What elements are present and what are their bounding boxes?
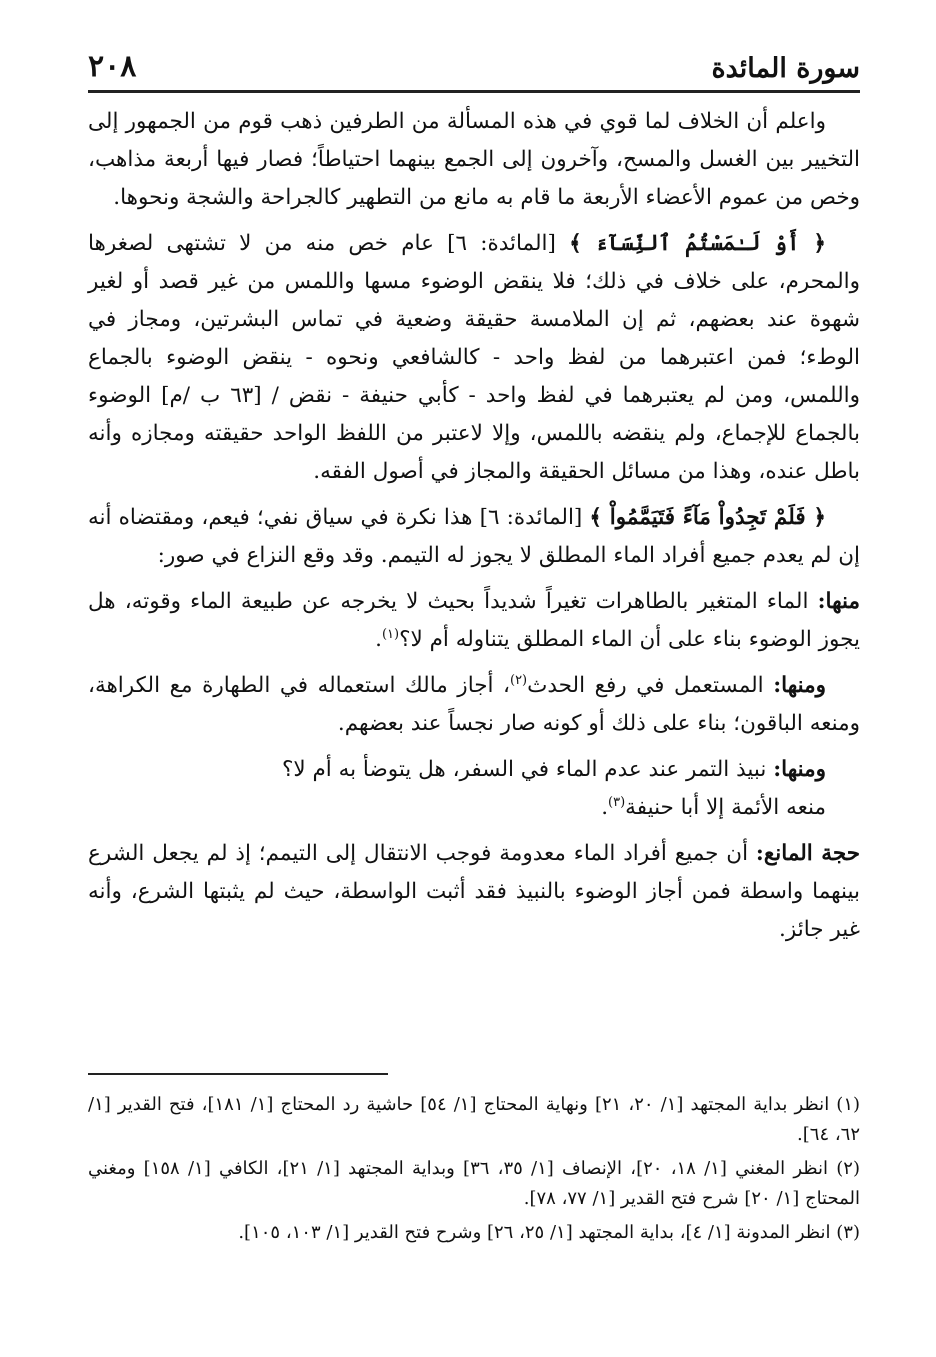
footnote-ref[interactable]: (١) (381, 626, 400, 642)
paragraph-lead: منها: (817, 589, 860, 614)
paragraph-text: [المائدة: ٦] عام خص منه من لا تشتهى لصغرها والمحرم، على خلاف في ذلك؛ فلا ينقض الوضوء مسها واللمس من غير قصد أو لغير شهوة عند بعضهم، ثم إن الملامسة حقيقة وضعية في تماس البشرتين، ومجاز في الوطء؛ فمن اعتبرهما من لفظ واحد - كالشافعي ونحوه - ينقض الوضوء بالجماع واللمس، ومن لم يعتبرهما في لفظ واحد - كأبي حنيفة - نقض / [٦٣ ب /م] الوضوء بالجماع للإجماع، ولم ينقضه باللمس، وإلا لاعتبر من اللفظ الواحد حقيقته ومجازه وأنه باطل عنده، وهذا من مسائل الحقيقة والمجاز في أصول الفقه. (88, 231, 860, 484)
paragraph-text: المستعمل في رفع الحدث (527, 673, 774, 698)
footnote-ref[interactable]: (٢) (509, 672, 528, 688)
paragraph-text: منعه الأئمة إلا أبا حنيفة (625, 795, 826, 820)
paragraph (88, 835, 860, 949)
footnote: (٢) انظر المغني [١/ ١٨، ٢٠]، الإنصاف [١/ ٣٥، ٣٦] وبداية المجتهد [١/ ٢١]، الكافي [١/ ١٥٨] ومغني المحتاج [١/ ٢٠] شرح فتح القدير [١/ ٧٧، ٧٨]. (88, 1158, 860, 1209)
paragraph (88, 751, 860, 789)
footnote-rule (88, 1073, 388, 1075)
paragraph-text: نبيذ التمر عند عدم الماء في السفر، هل يتوضأ به أم لا؟ (281, 757, 774, 782)
paragraph-text: [المائدة: ٦] هذا نكرة في سياق نفي؛ فيعم، ومقتضاه أنه إن لم يعدم جميع أفراد الماء المطلق لا يجوز له التيمم. وقد وقع النزاع في صور: (88, 505, 860, 568)
paragraph-tail: . (601, 795, 609, 820)
paragraph (88, 103, 860, 217)
page-number: ٢٠٨ (88, 49, 137, 84)
header-rule (88, 90, 860, 93)
paragraph (88, 789, 860, 827)
paragraph-tail: ، أجاز مالك استعماله في الطهارة مع الكراهة، ومنعه الباقون؛ بناء على ذلك أو كونه صار نجساً عند بعضهم. (88, 673, 860, 736)
paragraph-lead: ومنها: (773, 673, 826, 698)
paragraph-lead: حجة المانع: (755, 841, 860, 866)
paragraph (88, 225, 860, 491)
footnote: (٣) انظر المدونة [١/ ٤]، بداية المجتهد [١/ ٢٥، ٢٦] وشرح فتح القدير [١/ ١٠٣، ١٠٥]. (238, 1222, 860, 1243)
page-header (88, 30, 860, 82)
paragraph (88, 667, 860, 743)
paragraph (88, 499, 860, 575)
paragraph-text: الماء المتغير بالطاهرات تغيراً شديداً بحيث لا يخرجه عن طبيعة الماء وقوته، هل يجوز الوضوء بناء على أن الماء المطلق يتناوله أم لا؟ (88, 589, 860, 652)
footnote-ref[interactable]: (٣) (608, 794, 626, 810)
footnote: (١) انظر بداية المجتهد [١/ ٢٠، ٢١] ونهاية المحتاج [١/ ٥٤] حاشية رد المحتاج [١/ ١٨١]، فتح القدير [١/ ٦٢، ٦٤]. (88, 1094, 861, 1145)
paragraph-tail: . (375, 627, 382, 652)
quran-verse: ﴿ فَلَمْ تَجِدُواْ مَآءً فَتَيَمَّمُواْ ﴾ (589, 505, 826, 530)
paragraph-text: أن جميع أفراد الماء معدومة فوجب الانتقال إلى التيمم؛ إذ لم يجعل الشرع بينهما واسطة فمن أجاز الوضوء بالنبيذ فقد أثبت الواسطة، حيث لم يثبتها الشرع، وأنه غير جائز. (88, 841, 860, 942)
paragraph-text: واعلم أن الخلاف لما قوي في هذه المسألة من الطرفين ذهب قوم من الجمهور إلى التخيير بين الغسل والمسح، وآخرون إلى الجمع بينهما احتياطاً؛ فصار فيها أربعة مذاهب، وخص من عموم الأعضاء الأربعة ما قام به مانع من التطهير كالجراحة والشجة ونحوها. (88, 109, 860, 210)
footnotes (88, 1090, 860, 1252)
surah-title: سورة المائدة (711, 53, 860, 84)
paragraph-lead: ومنها: (773, 757, 826, 782)
paragraph (88, 583, 860, 659)
page (88, 30, 860, 957)
main-text (88, 103, 860, 949)
quran-verse: ﴿ أَوْ لَـٰمَسْتُمُ ٱلنِّسَآءَ ﴾ (569, 231, 826, 256)
